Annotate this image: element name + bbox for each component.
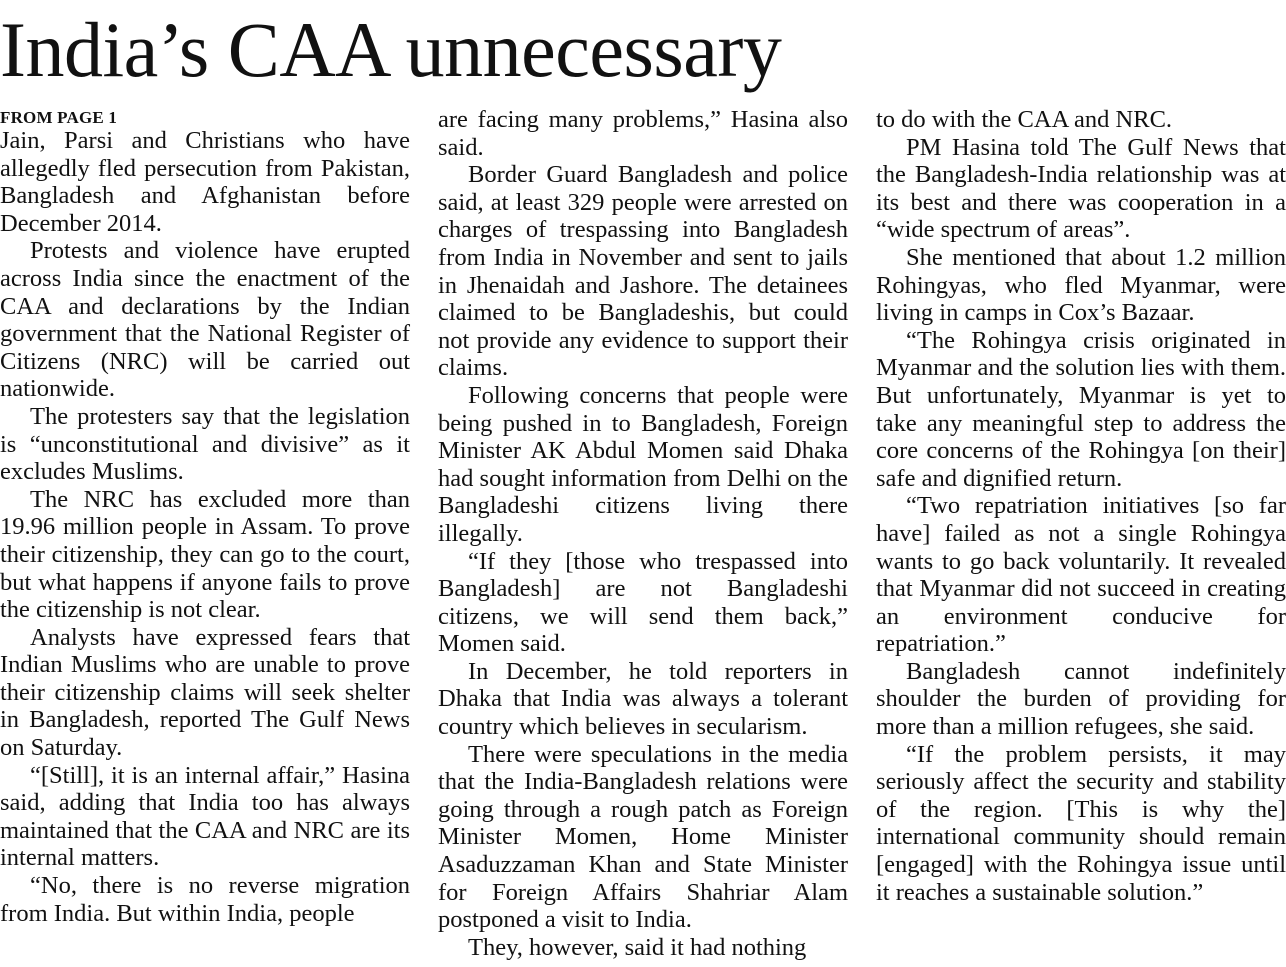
paragraph: Jain, Parsi and Christians who have allegedly fled persecution from Pakistan, Bangladesh and Afghanistan before December 2014. (0, 127, 410, 237)
paragraph: “Two repatriation initiatives [so far have] failed as not a single Rohingya wants to go back voluntarily. It revealed that Myanmar did not succeed in creating an environment conducive for repatriation.” (876, 492, 1286, 658)
paragraph: to do with the CAA and NRC. (876, 106, 1173, 133)
article-column-3 (876, 106, 1286, 906)
paragraph: PM Hasina told The Gulf News that the Bangladesh-India relationship was at its best and there was cooperation in a “wide spectrum of areas”. (876, 133, 1286, 244)
paragraph: Bangladesh cannot indefinitely shoulder the burden of providing for more than a million refugees, she said. (876, 657, 1286, 741)
paragraph: are facing many problems,” Hasina also said. (438, 106, 848, 161)
paragraph: They, however, said it had nothing (468, 933, 807, 961)
paragraph: “If the problem persists, it may seriously affect the security and stability of the region. [This is why the] international community should remain [engaged] with the Rohingya issue until it reaches a sustainable solution.” (876, 740, 1286, 906)
paragraph: “The Rohingya crisis originated in Myanmar and the solution lies with them. But unfortunately, Myanmar is yet to take any meaningful step to address the core concerns of the Rohingya [on their] safe and dignified return. (876, 326, 1286, 492)
paragraph: There were speculations in the media that the India-Bangladesh relations were going through a rough patch as Foreign Minister Momen, Home Minister Asaduzzaman Khan and State Minister for Foreign Affairs Shahriar Alam postponed a visit to India. (438, 740, 848, 934)
paragraph: Following concerns that people were being pushed in to Bangladesh, Foreign Minister AK Abdul Momen said Dhaka had sought information from Delhi on the Bangladeshi citizens living there illegally. (438, 381, 848, 547)
article-column-1 (0, 106, 410, 927)
paragraph: In December, he told reporters in Dhaka that India was always a tolerant country which believes in secularism. (438, 657, 848, 741)
paragraph: Analysts have expressed fears that Indian Muslims who are unable to prove their citizenship claims will seek shelter in Bangladesh, reported The Gulf News on Saturday. (0, 623, 410, 762)
paragraph: “No, there is no reverse migration from India. But within India, people (0, 872, 410, 927)
paragraph: The NRC has excluded more than 19.96 million people in Assam. To prove their citizenship, they can go to the court, but what happens if anyone fails to prove the citizenship is not clear. (0, 485, 410, 624)
paragraph: “[Still], it is an internal affair,” Hasina said, adding that India too has always maintained that the CAA and NRC are its internal matters. (0, 761, 410, 872)
paragraph: Border Guard Bangladesh and police said, at least 329 people were arrested on charges of trespassing into Bangladesh from India in November and sent to jails in Jhenaidah and Jashore. The detainees claimed to be Bangladeshis, but could not provide any evidence to support their claims. (438, 161, 848, 382)
paragraph: The protesters say that the legislation is “unconstitutional and divisive” as it excludes Muslims. (0, 402, 410, 486)
paragraph: “If they [those who trespassed into Bangladesh] are not Bangladeshi citizens, we will send them back,” Momen said. (438, 547, 848, 658)
paragraph: She mentioned that about 1.2 million Rohingyas, who fled Myanmar, were living in camps in Cox’s Bazaar. (876, 243, 1286, 327)
article-column-2 (438, 106, 848, 961)
continuation-kicker: FROM PAGE 1 (0, 108, 118, 127)
paragraph: Protests and violence have erupted across India since the enactment of the CAA and declarations by the Indian government that the National Register of Citizens (NRC) will be carried out nationwide. (0, 237, 410, 403)
headline: India’s CAA unnecessary (0, 6, 782, 93)
